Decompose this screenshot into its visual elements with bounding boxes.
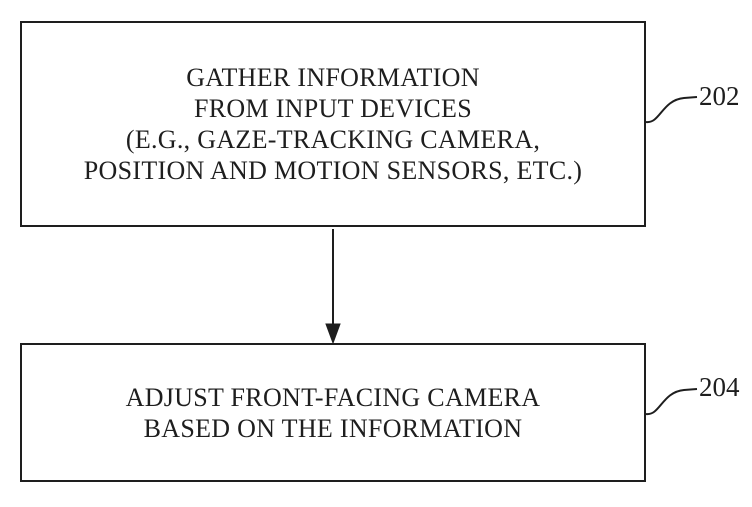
text-line: FROM INPUT DEVICES bbox=[194, 94, 472, 123]
down-arrow-connector bbox=[326, 229, 340, 343]
process-box-202-text bbox=[84, 62, 582, 186]
text-line: POSITION AND MOTION SENSORS, ETC.) bbox=[83, 156, 583, 185]
leader-line-204 bbox=[646, 389, 697, 414]
text-line: GATHER INFORMATION bbox=[186, 63, 480, 92]
process-box-204-text bbox=[126, 382, 541, 444]
process-box-202 bbox=[20, 21, 646, 227]
arrowhead-icon bbox=[326, 324, 340, 343]
leader-line-202 bbox=[646, 97, 697, 122]
text-line: BASED ON THE INFORMATION bbox=[143, 413, 523, 443]
ref-label-204: 204 bbox=[699, 372, 740, 402]
process-box-204 bbox=[20, 343, 646, 482]
text-line: ADJUST FRONT-FACING CAMERA bbox=[125, 382, 541, 412]
text-line: (E.G., GAZE-TRACKING CAMERA, bbox=[125, 125, 541, 154]
ref-label-202: 202 bbox=[699, 81, 740, 111]
